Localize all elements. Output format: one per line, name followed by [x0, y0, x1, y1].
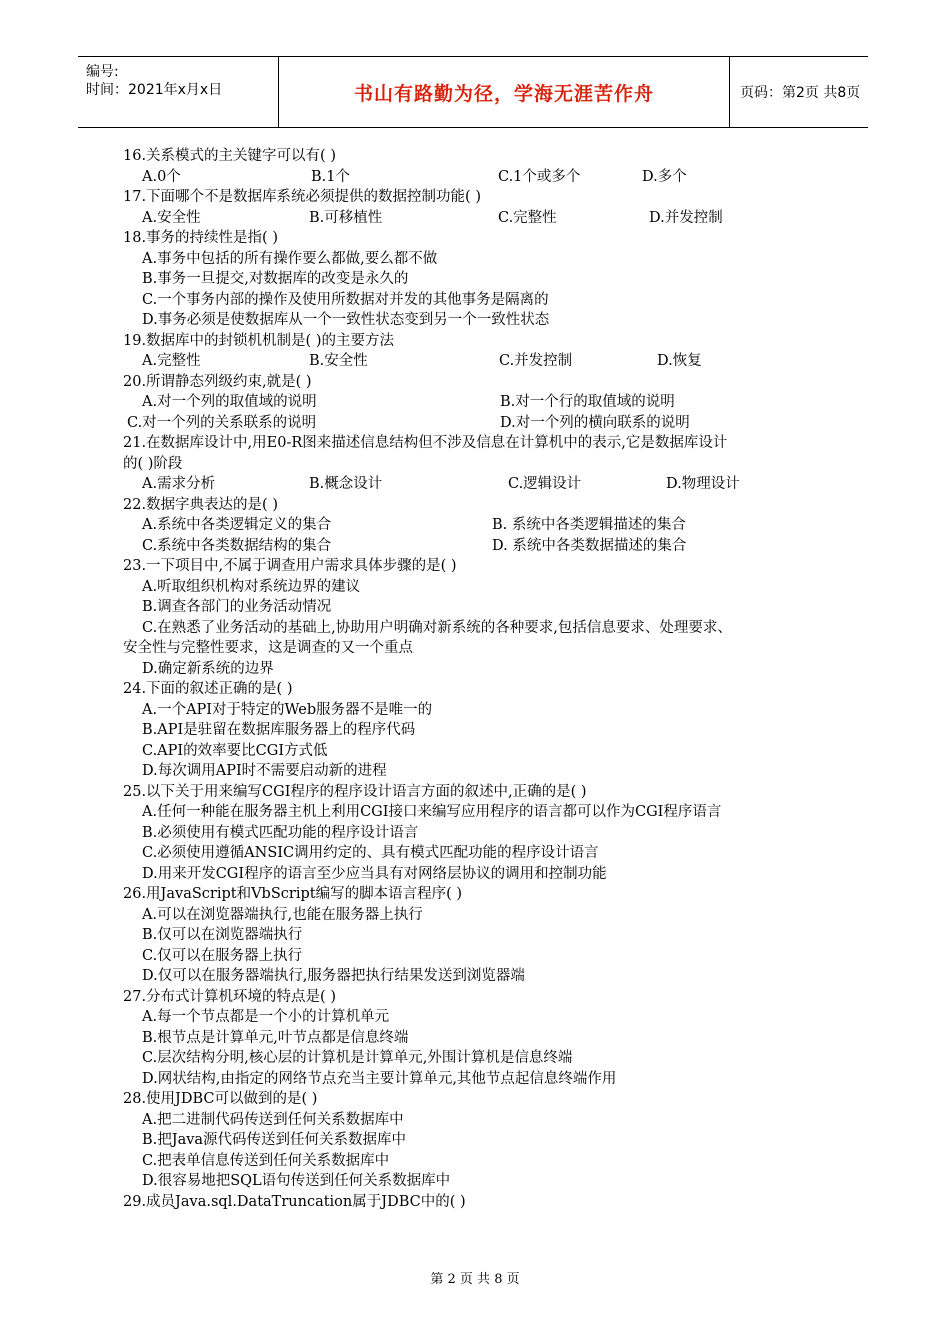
page-footer: 第 2 页 共 8 页 [430, 1272, 520, 1287]
option: B.安全性 [309, 353, 368, 369]
question-stem: 27.分布式计算机环境的特点是( ) [123, 988, 336, 1005]
option: B.事务一旦提交,对数据库的改变是永久的 [142, 271, 409, 287]
option: A.安全性 [142, 209, 201, 226]
option: D.仅可以在服务器端执行,服务器把执行结果发送到浏览器端 [142, 968, 525, 984]
option: D.并发控制 [649, 209, 723, 226]
header-meta [78, 57, 278, 127]
option: B.对一个行的取值域的说明 [500, 394, 675, 410]
option: B.必须使用有模式匹配功能的程序设计语言 [142, 824, 419, 841]
question-stem: 16.关系模式的主关键字可以有( ) [123, 148, 336, 164]
option: C.并发控制 [499, 353, 573, 369]
number-label: 编号: [86, 64, 119, 80]
option: D.网状结构,由指定的网络节点充当主要计算单元,其他节点起信息终端作用 [142, 1070, 617, 1087]
option: D.对一个列的横向联系的说明 [500, 414, 690, 431]
option-row [123, 536, 823, 557]
question-stem: 29.成员Java.sql.DataTruncation属于JDBC中的( ) [123, 1193, 466, 1210]
option: C.1个或多个 [498, 168, 581, 185]
option: A.系统中各类逻辑定义的集合 [142, 517, 332, 533]
option: A.可以在浏览器端执行,也能在服务器上执行 [142, 906, 423, 923]
option: D.恢复 [657, 353, 702, 369]
question-stem: 22.数据字典表达的是( ) [123, 496, 278, 513]
option: C.API的效率要比CGI方式低 [142, 742, 328, 759]
option: C.仅可以在服务器上执行 [142, 947, 303, 964]
option: C.把表单信息传送到任何关系数据库中 [142, 1152, 390, 1169]
option: D.确定新系统的边界 [142, 660, 274, 677]
option: C.逻辑设计 [508, 476, 582, 492]
question-stem-continued: 的( )阶段 [123, 455, 183, 472]
question-stem: 23.一下项目中,不属于调查用户需求具体步骤的是( ) [123, 558, 457, 574]
option: D.每次调用API时不需要启动新的进程 [142, 763, 387, 779]
option: C.系统中各类数据结构的集合 [142, 537, 332, 554]
question-stem: 26.用JavaScript和VbScript编写的脚本语言程序( ) [123, 886, 462, 902]
option: D.用来开发CGI程序的语言至少应当具有对网络层协议的调用和控制功能 [142, 865, 607, 882]
question-stem: 19.数据库中的封锁机机制是( )的主要方法 [123, 332, 394, 349]
option: A.每一个节点都是一个小的计算机单元 [142, 1009, 390, 1025]
option: A.需求分析 [142, 476, 216, 492]
option: A.0个 [142, 168, 181, 185]
option: C.一个事务内部的操作及使用所数据对并发的其他事务是隔离的 [142, 291, 549, 308]
question-stem: 20.所谓静态列级约束,就是( ) [123, 373, 312, 390]
option: B. 系统中各类逻辑描述的集合 [492, 517, 686, 533]
option: A.完整性 [142, 353, 201, 369]
option: C.必须使用遵循ANSIC调用约定的、具有模式匹配功能的程序设计语言 [142, 845, 599, 861]
question-stem: 28.使用JDBC可以做到的是( ) [123, 1091, 318, 1107]
option-row [123, 208, 823, 229]
option: B.可移植性 [309, 209, 383, 226]
option: D. 系统中各类数据描述的集合 [492, 537, 687, 554]
option: D.多个 [642, 168, 687, 185]
header-page-info: 页码：第2页 共8页 [740, 85, 861, 101]
page-header [78, 56, 868, 128]
question-stem: 25.以下关于用来编写CGI程序的程序设计语言方面的叙述中,正确的是( ) [123, 783, 587, 800]
option-row [123, 515, 823, 536]
option: B.仅可以在浏览器端执行 [142, 927, 303, 943]
option: B.1个 [311, 168, 350, 185]
option-row [123, 413, 823, 434]
time-label: 时间：2021年x月x日 [86, 82, 223, 98]
option: A.对一个列的取值域的说明 [142, 394, 317, 410]
option: D.很容易地把SQL语句传送到任何关系数据库中 [142, 1173, 451, 1189]
option: B.把Java源代码传送到任何关系数据库中 [142, 1132, 407, 1148]
option: A.任何一种能在服务器主机上利用CGI接口来编写应用程序的语言都可以作为CGI程序语言 [142, 804, 722, 820]
option: A.一个API对于特定的Web服务器不是唯一的 [142, 701, 433, 718]
option: C.在熟悉了业务活动的基础上,协助用户明确对新系统的各种要求,包括信息要求、处理要求、 [142, 619, 732, 636]
question-stem: 18.事务的持续性是指( ) [123, 230, 278, 246]
option: B.概念设计 [309, 476, 383, 492]
question-stem: 21.在数据库设计中,用E0-R图来描述信息结构但不涉及信息在计算机中的表示,它是数据库设计 [123, 435, 728, 451]
option-row [123, 392, 823, 413]
option: D.物理设计 [666, 476, 740, 492]
option: C.层次结构分明,核心层的计算机是计算单元,外围计算机是信息终端 [142, 1050, 573, 1066]
option: C.对一个列的关系联系的说明 [127, 414, 317, 431]
option: C.完整性 [498, 209, 557, 226]
option: B.调查各部门的业务活动情况 [142, 599, 332, 615]
option: A.事务中包括的所有操作要么都做,要么都不做 [142, 250, 438, 267]
question-stem: 24.下面的叙述正确的是( ) [123, 681, 293, 697]
question-list [123, 146, 823, 1212]
option-row [123, 167, 823, 188]
question-stem: 17.下面哪个不是数据库系统必须提供的数据控制功能( ) [123, 189, 481, 205]
option-row [123, 351, 823, 372]
header-motto: 书山有路勤为径，学海无涯苦作舟 [278, 57, 730, 127]
option: D.事务必须是使数据库从一个一致性状态变到另一个一致性状态 [142, 312, 550, 328]
option: A.听取组织机构对系统边界的建议 [142, 578, 361, 595]
option-row [123, 474, 823, 495]
option: B.根节点是计算单元,叶节点都是信息终端 [142, 1029, 409, 1046]
option-continued: 安全性与完整性要求，这是调查的又一个重点 [123, 640, 413, 656]
option: B.API是驻留在数据库服务器上的程序代码 [142, 722, 416, 738]
option: A.把二进制代码传送到任何关系数据库中 [142, 1111, 404, 1128]
